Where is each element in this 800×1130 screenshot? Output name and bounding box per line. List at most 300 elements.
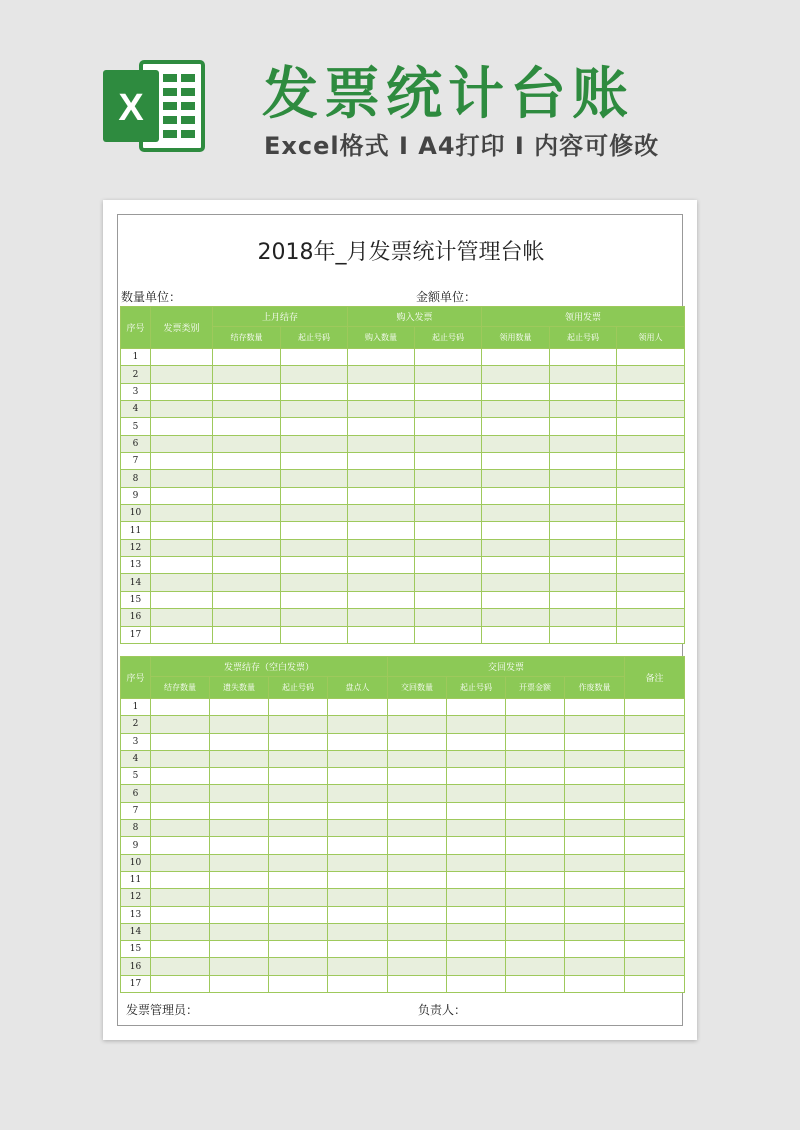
- table-cell[interactable]: [281, 557, 348, 574]
- table-cell[interactable]: [281, 626, 348, 643]
- table-cell[interactable]: [328, 975, 388, 992]
- table-cell[interactable]: [482, 609, 550, 626]
- table-cell[interactable]: [213, 609, 281, 626]
- table-cell[interactable]: [415, 539, 482, 556]
- table-cell[interactable]: [550, 505, 617, 522]
- table-cell[interactable]: [281, 470, 348, 487]
- table-cell[interactable]: [151, 557, 213, 574]
- table-cell[interactable]: [482, 401, 550, 418]
- table-cell[interactable]: [625, 889, 685, 906]
- table-cell[interactable]: [269, 958, 328, 975]
- table-cell[interactable]: [617, 505, 685, 522]
- table-cell[interactable]: [506, 750, 565, 767]
- table-cell[interactable]: [213, 453, 281, 470]
- table-cell[interactable]: [482, 470, 550, 487]
- table-cell[interactable]: [388, 958, 447, 975]
- table-cell[interactable]: [565, 941, 625, 958]
- table-cell[interactable]: [482, 626, 550, 643]
- table-cell[interactable]: [550, 470, 617, 487]
- table-cell[interactable]: [565, 785, 625, 802]
- table-cell[interactable]: [482, 505, 550, 522]
- table-cell[interactable]: [447, 958, 506, 975]
- table-cell[interactable]: [415, 383, 482, 400]
- table-cell[interactable]: [348, 453, 415, 470]
- table-cell[interactable]: [213, 401, 281, 418]
- table-cell[interactable]: [281, 349, 348, 366]
- table-cell[interactable]: [213, 418, 281, 435]
- table-cell[interactable]: [447, 802, 506, 819]
- table-cell[interactable]: [617, 626, 685, 643]
- table-cell[interactable]: [447, 871, 506, 888]
- table-cell[interactable]: [151, 591, 213, 608]
- table-cell[interactable]: [415, 609, 482, 626]
- table-cell[interactable]: [565, 716, 625, 733]
- table-cell[interactable]: [281, 574, 348, 591]
- invoice-stock-table: [120, 656, 685, 993]
- table-cell[interactable]: [617, 591, 685, 608]
- table-cell[interactable]: [213, 626, 281, 643]
- table-cell[interactable]: [151, 716, 210, 733]
- table-cell[interactable]: [625, 802, 685, 819]
- table-cell[interactable]: [482, 591, 550, 608]
- table-row: [121, 418, 685, 435]
- table-cell[interactable]: [482, 453, 550, 470]
- table-cell[interactable]: [625, 923, 685, 940]
- row-index: 11: [121, 871, 151, 888]
- table-cell[interactable]: [550, 539, 617, 556]
- row-index: 14: [121, 574, 151, 591]
- table-cell[interactable]: [348, 418, 415, 435]
- table-cell[interactable]: [447, 750, 506, 767]
- table-cell[interactable]: [151, 923, 210, 940]
- table-cell[interactable]: [617, 453, 685, 470]
- table-cell[interactable]: [210, 820, 269, 837]
- table-cell[interactable]: [388, 871, 447, 888]
- table-cell[interactable]: [328, 958, 388, 975]
- table-cell[interactable]: [210, 941, 269, 958]
- table-cell[interactable]: [348, 539, 415, 556]
- table-cell[interactable]: [447, 699, 506, 716]
- table-cell[interactable]: [617, 574, 685, 591]
- table-cell[interactable]: [281, 487, 348, 504]
- table-cell[interactable]: [348, 557, 415, 574]
- table-cell[interactable]: [328, 837, 388, 854]
- table-cell[interactable]: [482, 435, 550, 452]
- table-cell[interactable]: [281, 383, 348, 400]
- table-cell[interactable]: [506, 802, 565, 819]
- table-cell[interactable]: [151, 522, 213, 539]
- table-cell[interactable]: [210, 958, 269, 975]
- table-cell[interactable]: [151, 802, 210, 819]
- table-cell[interactable]: [482, 522, 550, 539]
- table-cell[interactable]: [447, 854, 506, 871]
- table-cell[interactable]: [269, 768, 328, 785]
- table-cell[interactable]: [617, 418, 685, 435]
- table-cell[interactable]: [550, 366, 617, 383]
- table-cell[interactable]: [565, 820, 625, 837]
- table-cell[interactable]: [151, 470, 213, 487]
- table-cell[interactable]: [415, 574, 482, 591]
- table-cell[interactable]: [213, 470, 281, 487]
- table-cell[interactable]: [625, 733, 685, 750]
- table-cell[interactable]: [506, 889, 565, 906]
- table-cell[interactable]: [213, 505, 281, 522]
- table-cell[interactable]: [348, 366, 415, 383]
- table-cell[interactable]: [506, 820, 565, 837]
- row-index: 6: [121, 435, 151, 452]
- table-cell[interactable]: [506, 941, 565, 958]
- table-cell[interactable]: [550, 574, 617, 591]
- table-cell[interactable]: [151, 733, 210, 750]
- table-cell[interactable]: [565, 802, 625, 819]
- table-cell[interactable]: [506, 768, 565, 785]
- row-index: 15: [121, 941, 151, 958]
- table-cell[interactable]: [447, 906, 506, 923]
- table-cell[interactable]: [151, 366, 213, 383]
- table-cell[interactable]: [328, 716, 388, 733]
- table-cell[interactable]: [213, 366, 281, 383]
- table-cell[interactable]: [213, 349, 281, 366]
- table-cell[interactable]: [281, 505, 348, 522]
- table-cell[interactable]: [565, 906, 625, 923]
- table-cell[interactable]: [565, 889, 625, 906]
- table-cell[interactable]: [506, 958, 565, 975]
- table-cell[interactable]: [447, 733, 506, 750]
- table-cell[interactable]: [447, 975, 506, 992]
- table-cell[interactable]: [213, 383, 281, 400]
- table-cell[interactable]: [617, 435, 685, 452]
- table-cell[interactable]: [281, 453, 348, 470]
- table-cell[interactable]: [625, 768, 685, 785]
- table-cell[interactable]: [213, 539, 281, 556]
- table-cell[interactable]: [151, 435, 213, 452]
- table-cell[interactable]: [482, 366, 550, 383]
- table-cell[interactable]: [415, 453, 482, 470]
- table-cell[interactable]: [210, 871, 269, 888]
- table-cell[interactable]: [625, 699, 685, 716]
- table-cell[interactable]: [506, 923, 565, 940]
- table-cell[interactable]: [269, 854, 328, 871]
- table-cell[interactable]: [415, 366, 482, 383]
- table-cell[interactable]: [617, 522, 685, 539]
- table-cell[interactable]: [625, 941, 685, 958]
- table-cell[interactable]: [388, 750, 447, 767]
- table-cell[interactable]: [328, 699, 388, 716]
- table-cell[interactable]: [625, 750, 685, 767]
- table-cell[interactable]: [625, 785, 685, 802]
- table-cell[interactable]: [565, 923, 625, 940]
- table-cell[interactable]: [281, 609, 348, 626]
- table-cell[interactable]: [269, 837, 328, 854]
- table-cell[interactable]: [213, 487, 281, 504]
- table-cell[interactable]: [415, 557, 482, 574]
- table-cell[interactable]: [565, 871, 625, 888]
- table-cell[interactable]: [550, 349, 617, 366]
- table-cell[interactable]: [151, 453, 213, 470]
- table-cell[interactable]: [328, 750, 388, 767]
- table-cell[interactable]: [281, 522, 348, 539]
- table-cell[interactable]: [447, 889, 506, 906]
- table-cell[interactable]: [565, 958, 625, 975]
- document-title: 2018年_月发票统计管理台帐: [257, 240, 545, 265]
- table-cell[interactable]: [151, 505, 213, 522]
- table-cell[interactable]: [269, 716, 328, 733]
- table-cell[interactable]: [617, 470, 685, 487]
- table-cell[interactable]: [269, 750, 328, 767]
- table-cell[interactable]: [550, 557, 617, 574]
- table-cell[interactable]: [151, 383, 213, 400]
- table-cell[interactable]: [269, 699, 328, 716]
- table-cell[interactable]: [506, 854, 565, 871]
- table-cell[interactable]: [625, 716, 685, 733]
- table-cell[interactable]: [328, 768, 388, 785]
- sub-header: 起止号码: [447, 677, 506, 699]
- table-cell[interactable]: [550, 435, 617, 452]
- table-cell[interactable]: [565, 975, 625, 992]
- table-cell[interactable]: [210, 906, 269, 923]
- table-cell[interactable]: [550, 383, 617, 400]
- table-cell[interactable]: [151, 349, 213, 366]
- table-cell[interactable]: [269, 733, 328, 750]
- table-cell[interactable]: [210, 923, 269, 940]
- table-cell[interactable]: [213, 574, 281, 591]
- table-cell[interactable]: [550, 609, 617, 626]
- table-cell[interactable]: [617, 539, 685, 556]
- table-cell[interactable]: [506, 699, 565, 716]
- table-cell[interactable]: [388, 837, 447, 854]
- table-cell[interactable]: [625, 958, 685, 975]
- table-cell[interactable]: [348, 609, 415, 626]
- table-cell[interactable]: [415, 626, 482, 643]
- table-cell[interactable]: [151, 609, 213, 626]
- table-cell[interactable]: [447, 837, 506, 854]
- table-cell[interactable]: [617, 609, 685, 626]
- table-cell[interactable]: [328, 733, 388, 750]
- table-cell[interactable]: [415, 349, 482, 366]
- table-cell[interactable]: [506, 733, 565, 750]
- table-cell[interactable]: [617, 401, 685, 418]
- table-cell[interactable]: [625, 906, 685, 923]
- table-cell[interactable]: [269, 906, 328, 923]
- table-cell[interactable]: [151, 941, 210, 958]
- table-cell[interactable]: [482, 539, 550, 556]
- table-cell[interactable]: [151, 699, 210, 716]
- table-cell[interactable]: [415, 505, 482, 522]
- table-cell[interactable]: [415, 591, 482, 608]
- table-cell[interactable]: [210, 975, 269, 992]
- table-cell[interactable]: [447, 941, 506, 958]
- table-cell[interactable]: [550, 418, 617, 435]
- table-cell[interactable]: [269, 802, 328, 819]
- table-cell[interactable]: [348, 487, 415, 504]
- table-cell[interactable]: [151, 854, 210, 871]
- table-cell[interactable]: [565, 750, 625, 767]
- table-cell[interactable]: [281, 366, 348, 383]
- table-cell[interactable]: [269, 871, 328, 888]
- table-cell[interactable]: [565, 699, 625, 716]
- table-cell[interactable]: [617, 383, 685, 400]
- table-cell[interactable]: [482, 349, 550, 366]
- table-cell[interactable]: [348, 574, 415, 591]
- table-cell[interactable]: [269, 923, 328, 940]
- table-cell[interactable]: [617, 557, 685, 574]
- table-cell[interactable]: [328, 906, 388, 923]
- table-cell[interactable]: [210, 733, 269, 750]
- table-cell[interactable]: [281, 539, 348, 556]
- table-cell[interactable]: [210, 854, 269, 871]
- table-cell[interactable]: [617, 487, 685, 504]
- table-cell[interactable]: [348, 626, 415, 643]
- table-cell[interactable]: [269, 785, 328, 802]
- table-cell[interactable]: [348, 383, 415, 400]
- table-cell[interactable]: [415, 470, 482, 487]
- table-cell[interactable]: [447, 923, 506, 940]
- table-cell[interactable]: [151, 785, 210, 802]
- table-cell[interactable]: [151, 958, 210, 975]
- table-cell[interactable]: [415, 522, 482, 539]
- table-cell[interactable]: [151, 418, 213, 435]
- table-cell[interactable]: [550, 401, 617, 418]
- table-cell[interactable]: [151, 574, 213, 591]
- table-cell[interactable]: [328, 889, 388, 906]
- table-cell[interactable]: [328, 785, 388, 802]
- table-cell[interactable]: [447, 820, 506, 837]
- table-cell[interactable]: [388, 716, 447, 733]
- table-cell[interactable]: [625, 820, 685, 837]
- table-cell[interactable]: [388, 785, 447, 802]
- table-cell[interactable]: [506, 837, 565, 854]
- table-cell[interactable]: [348, 349, 415, 366]
- table-cell[interactable]: [210, 889, 269, 906]
- table-cell[interactable]: [415, 435, 482, 452]
- table-cell[interactable]: [625, 871, 685, 888]
- table-cell[interactable]: [281, 401, 348, 418]
- table-cell[interactable]: [447, 768, 506, 785]
- table-cell[interactable]: [151, 401, 213, 418]
- table-cell[interactable]: [550, 626, 617, 643]
- table-cell[interactable]: [348, 591, 415, 608]
- table-cell[interactable]: [565, 837, 625, 854]
- table-cell[interactable]: [210, 768, 269, 785]
- table-cell[interactable]: [550, 487, 617, 504]
- table-cell[interactable]: [565, 768, 625, 785]
- table-cell[interactable]: [328, 802, 388, 819]
- table-cell[interactable]: [348, 505, 415, 522]
- table-cell[interactable]: [625, 837, 685, 854]
- table-cell[interactable]: [388, 923, 447, 940]
- table-cell[interactable]: [213, 435, 281, 452]
- table-cell[interactable]: [447, 785, 506, 802]
- table-cell[interactable]: [151, 768, 210, 785]
- table-cell[interactable]: [506, 871, 565, 888]
- table-cell[interactable]: [506, 716, 565, 733]
- table-cell[interactable]: [213, 591, 281, 608]
- table-cell[interactable]: [388, 975, 447, 992]
- table-row: [121, 871, 685, 888]
- table-cell[interactable]: [151, 626, 213, 643]
- table-cell[interactable]: [210, 785, 269, 802]
- table-cell[interactable]: [151, 975, 210, 992]
- table-cell[interactable]: [269, 975, 328, 992]
- table-cell[interactable]: [550, 522, 617, 539]
- table-cell[interactable]: [328, 854, 388, 871]
- table-cell[interactable]: [388, 854, 447, 871]
- sub-header: 起止号码: [281, 327, 348, 349]
- table-cell[interactable]: [506, 906, 565, 923]
- table-cell[interactable]: [151, 820, 210, 837]
- table-cell[interactable]: [388, 802, 447, 819]
- table-cell[interactable]: [482, 487, 550, 504]
- table-cell[interactable]: [482, 574, 550, 591]
- table-cell[interactable]: [447, 716, 506, 733]
- table-cell[interactable]: [210, 837, 269, 854]
- table-cell[interactable]: [281, 418, 348, 435]
- table-cell[interactable]: [388, 768, 447, 785]
- table-cell[interactable]: [269, 820, 328, 837]
- table-cell[interactable]: [415, 487, 482, 504]
- table-cell[interactable]: [482, 418, 550, 435]
- table-cell[interactable]: [348, 401, 415, 418]
- table-cell[interactable]: [213, 522, 281, 539]
- table-cell[interactable]: [328, 923, 388, 940]
- table-cell[interactable]: [565, 733, 625, 750]
- table-cell[interactable]: [348, 470, 415, 487]
- table-cell[interactable]: [388, 733, 447, 750]
- table-cell[interactable]: [210, 716, 269, 733]
- table-cell[interactable]: [210, 699, 269, 716]
- table-cell[interactable]: [348, 522, 415, 539]
- table-cell[interactable]: [388, 699, 447, 716]
- table-cell[interactable]: [625, 854, 685, 871]
- table-cell[interactable]: [506, 785, 565, 802]
- table-cell[interactable]: [482, 557, 550, 574]
- table-cell[interactable]: [213, 557, 281, 574]
- table-cell[interactable]: [565, 854, 625, 871]
- table-cell[interactable]: [617, 349, 685, 366]
- table-cell[interactable]: [281, 591, 348, 608]
- table-cell[interactable]: [388, 889, 447, 906]
- table-cell[interactable]: [625, 975, 685, 992]
- table-cell[interactable]: [210, 802, 269, 819]
- table-cell[interactable]: [151, 871, 210, 888]
- table-cell[interactable]: [617, 366, 685, 383]
- table-cell[interactable]: [269, 941, 328, 958]
- table-cell[interactable]: [269, 889, 328, 906]
- table-cell[interactable]: [388, 941, 447, 958]
- table-cell[interactable]: [388, 906, 447, 923]
- table-cell[interactable]: [388, 820, 447, 837]
- table-cell[interactable]: [482, 383, 550, 400]
- table-cell[interactable]: [151, 487, 213, 504]
- table-cell[interactable]: [415, 401, 482, 418]
- table-cell[interactable]: [151, 539, 213, 556]
- table-cell[interactable]: [151, 906, 210, 923]
- table-cell[interactable]: [328, 820, 388, 837]
- col-index-header: 序号: [121, 657, 151, 699]
- table-cell[interactable]: [151, 837, 210, 854]
- table-cell[interactable]: [210, 750, 269, 767]
- table-cell[interactable]: [415, 418, 482, 435]
- table-cell[interactable]: [151, 750, 210, 767]
- table-cell[interactable]: [281, 435, 348, 452]
- table-cell[interactable]: [328, 871, 388, 888]
- table-cell[interactable]: [550, 591, 617, 608]
- table-cell[interactable]: [550, 453, 617, 470]
- table-cell[interactable]: [506, 975, 565, 992]
- table-cell[interactable]: [151, 889, 210, 906]
- table-cell[interactable]: [328, 941, 388, 958]
- table-cell[interactable]: [348, 435, 415, 452]
